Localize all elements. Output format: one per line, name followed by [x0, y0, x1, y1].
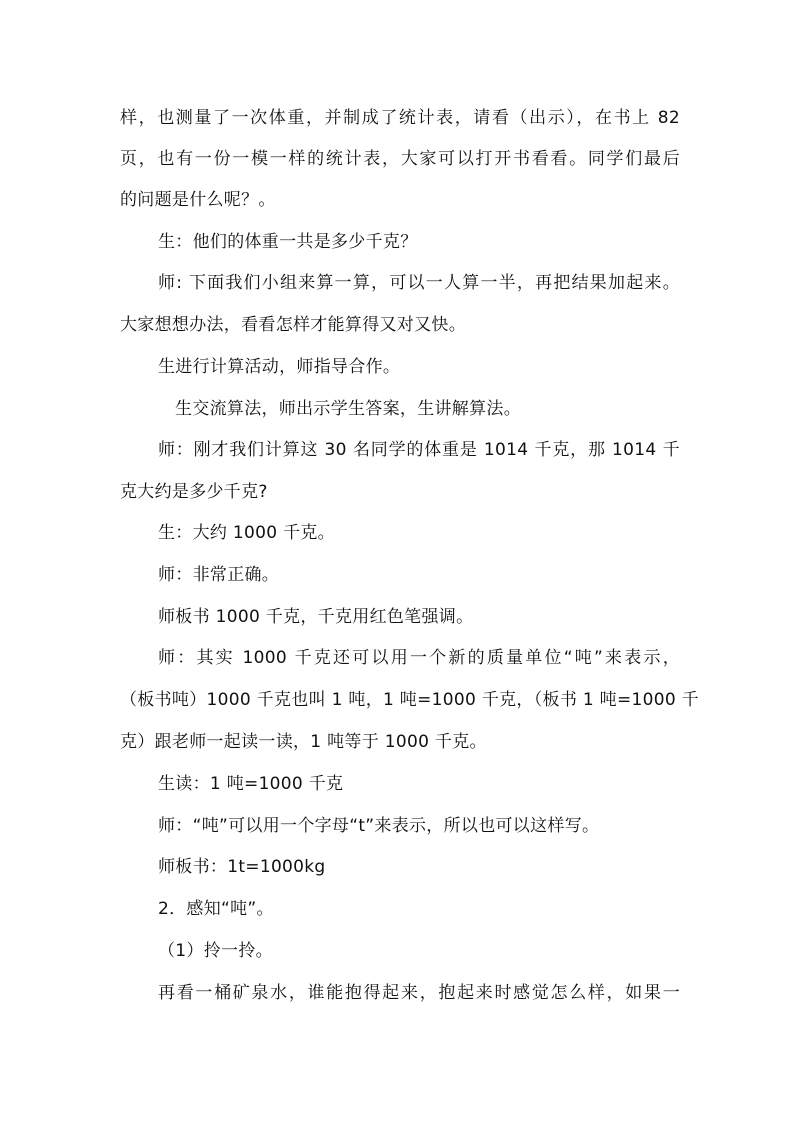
- paragraph-line: 师：非常正确。: [158, 565, 280, 585]
- paragraph-line: 师板书：1t=1000kg: [158, 857, 326, 877]
- paragraph-line: 样，也测量了一次体重，并制成了统计表，请看（出示），在书上 82: [120, 108, 680, 128]
- paragraph-line: 大家想想办法，看看怎样才能算得又对又快。: [120, 315, 466, 335]
- subsection-heading: （1）拎一拎。: [158, 941, 273, 961]
- section-heading: 2．感知“吨”。: [158, 899, 274, 919]
- paragraph-line: （板书吨）1000 千克也叫 1 吨，1 吨=1000 千克，（板书 1 吨=1000 千: [120, 690, 699, 710]
- paragraph-line: 生：大约 1000 千克。: [158, 523, 335, 543]
- paragraph-line: 克大约是多少千克?: [120, 482, 268, 502]
- paragraph-line: 生：他们的体重一共是多少千克？: [158, 232, 418, 252]
- paragraph-line: 师：其实 1000 千克还可以用一个新的质量单位“吨”来表示，: [158, 648, 680, 668]
- paragraph-line: 再看一桶矿泉水，谁能抱得起来，抱起来时感觉怎么样，如果一: [158, 983, 680, 1003]
- paragraph-line: 的问题是什么呢？。: [120, 190, 276, 210]
- paragraph-line: 生读：1 吨=1000 千克: [158, 774, 344, 794]
- paragraph-line: 师: 下面我们小组来算一算，可以一人算一半，再把结果加起来。: [158, 273, 680, 293]
- paragraph-line: 页，也有一份一模一样的统计表，大家可以打开书看看。同学们最后: [120, 149, 680, 169]
- paragraph-line: 师：刚才我们计算这 30 名同学的体重是 1014 千克，那 1014 千: [158, 440, 680, 460]
- paragraph-line: 生交流算法，师出示学生答案，生讲解算法。: [175, 399, 521, 419]
- paragraph-line: 克）跟老师一起读一读，1 吨等于 1000 千克。: [120, 732, 487, 752]
- paragraph-line: 生进行计算活动，师指导合作。: [158, 357, 401, 377]
- paragraph-line: 师板书 1000 千克，千克用红色笔强调。: [158, 607, 474, 627]
- paragraph-line: 师：“吨”可以用一个字母“t”来表示，所以也可以这样写。: [158, 816, 600, 836]
